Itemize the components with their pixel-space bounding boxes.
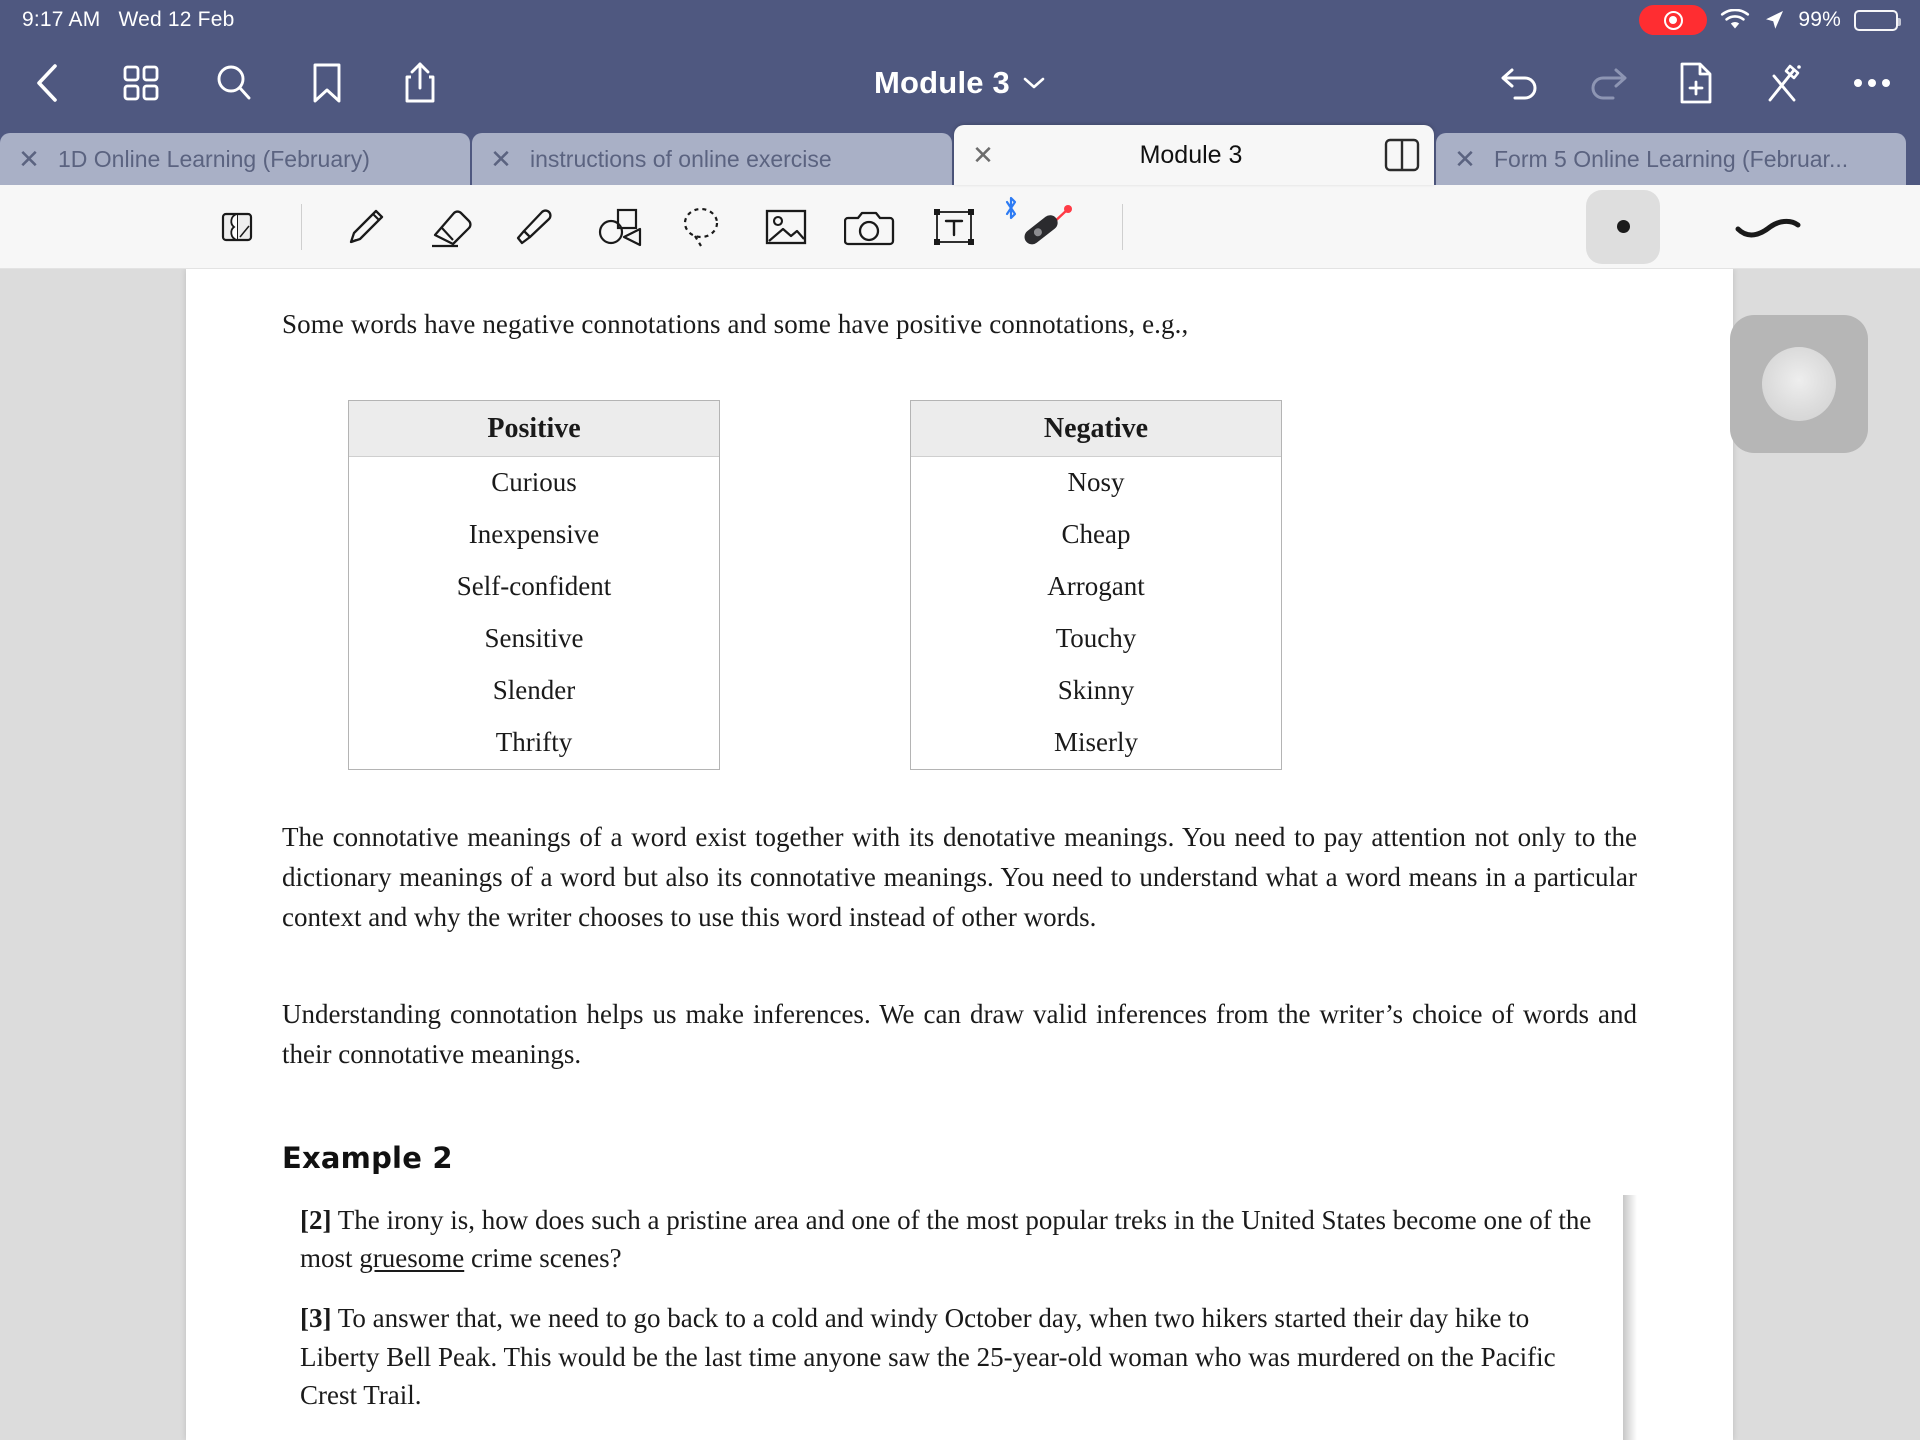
- quote-paragraph-3: [300, 1299, 1603, 1414]
- lead-paragraph: Some words have negative connotations and some have positive connotations, e.g.,: [282, 309, 1189, 339]
- bluetooth-icon: [1002, 195, 1020, 221]
- status-bar-right: [1639, 5, 1898, 35]
- split-view-icon[interactable]: [1370, 138, 1434, 172]
- body-paragraph-1: The connotative meanings of a word exist together with its denotative meanings. You need to pay attention not only to the dictionary meanings of a word but also its connotative meanings. You need to understand what a word means in a particular context and why the writer chooses to use this word instead of other words.: [282, 822, 1637, 932]
- floating-assistive-touch[interactable]: [1730, 315, 1868, 453]
- tab-1d-online-learning[interactable]: [0, 133, 470, 185]
- table-row: Self-confident: [456, 571, 612, 602]
- quote-text-after: crime scenes?: [464, 1242, 622, 1273]
- toolbar-right-group: [1496, 59, 1896, 107]
- pdf-page-content: [186, 269, 1733, 1414]
- more-button[interactable]: [1848, 59, 1896, 107]
- back-button[interactable]: [24, 59, 72, 107]
- table-row: Sensitive: [484, 623, 584, 654]
- shapes-icon[interactable]: [576, 185, 660, 269]
- assistive-touch-inner-circle: [1762, 347, 1836, 421]
- quote-text-before: The irony is, how does such a pristine area and one of the most popular treks in the United States become one of the most: [300, 1204, 1592, 1273]
- table-row: Skinny: [1057, 675, 1135, 706]
- table-header: Positive: [349, 401, 719, 457]
- tab-label: 1D Online Learning (February): [58, 145, 370, 172]
- page-flip-icon[interactable]: [195, 185, 279, 269]
- table-header: Negative: [911, 401, 1281, 457]
- bookmark-button[interactable]: [303, 59, 351, 107]
- connotation-tables: [348, 400, 1637, 770]
- clear-annotations-button[interactable]: [1760, 59, 1808, 107]
- stroke-size-swatch[interactable]: [1586, 190, 1660, 264]
- share-button[interactable]: [396, 59, 444, 107]
- table-row: Nosy: [1067, 467, 1125, 498]
- battery-icon: [1854, 10, 1898, 31]
- toolbar-left-group: [24, 59, 444, 107]
- tab-form-5-online-learning[interactable]: [1436, 133, 1906, 185]
- camera-icon[interactable]: [828, 185, 912, 269]
- table-row: Thrifty: [495, 727, 573, 758]
- status-bar-left: [22, 8, 234, 32]
- pencil-icon[interactable]: [324, 185, 408, 269]
- image-icon[interactable]: [744, 185, 828, 269]
- body-paragraph-2: Understanding connotation helps us make inferences. We can draw valid inferences from the writer’s choice of words and their connotative meanings.: [282, 999, 1637, 1069]
- paragraph-number: [2]: [300, 1204, 332, 1235]
- document-tab-strip: [0, 125, 1920, 185]
- close-icon[interactable]: ✕: [972, 140, 994, 170]
- highlighter-icon[interactable]: [492, 185, 576, 269]
- search-button[interactable]: [210, 59, 258, 107]
- page-title[interactable]: Module 3: [874, 64, 1010, 100]
- chevron-down-icon[interactable]: [1022, 75, 1046, 91]
- paragraph-number: [3]: [300, 1303, 332, 1334]
- tab-instructions-of-online-exercise[interactable]: [472, 133, 952, 185]
- status-bar-date: Wed 12 Feb: [118, 8, 235, 31]
- tab-module-3[interactable]: [954, 125, 1434, 185]
- add-page-button[interactable]: [1672, 59, 1720, 107]
- stroke-preview[interactable]: [1726, 185, 1810, 269]
- status-bar-time: 9:17 AM: [22, 8, 101, 31]
- tab-label: instructions of online exercise: [530, 145, 832, 172]
- close-icon[interactable]: ✕: [1454, 144, 1476, 174]
- close-icon[interactable]: ✕: [18, 144, 40, 174]
- table-row: Curious: [491, 467, 577, 498]
- palette-divider: [301, 204, 302, 250]
- palette-divider: [1122, 204, 1123, 250]
- stylus-icon[interactable]: [996, 185, 1096, 269]
- redo-button[interactable]: [1584, 59, 1632, 107]
- battery-percent-label: 99%: [1798, 8, 1841, 31]
- status-bar: [0, 0, 1920, 40]
- example-heading: Example 2: [282, 1140, 453, 1175]
- quote-paragraph-2: [300, 1201, 1603, 1278]
- table-row: Miserly: [1054, 727, 1138, 758]
- table-row: Inexpensive: [468, 519, 600, 550]
- table-row: Arrogant: [1047, 571, 1145, 602]
- document-canvas[interactable]: [0, 269, 1920, 1440]
- underlined-word: gruesome: [359, 1242, 465, 1273]
- quote-text-before: To answer that, we need to go back to a cold and windy October day, when two hikers started their day hike to Liberty Bell Peak. This would be the last time anyone saw the 25-year-old woman who was murdered on the Pacific Crest Trail.: [300, 1303, 1556, 1410]
- positive-words-table: [348, 400, 720, 770]
- quoted-passage: [300, 1201, 1637, 1415]
- wifi-icon: [1720, 9, 1750, 32]
- negative-words-table: [910, 400, 1282, 770]
- tab-label: Form 5 Online Learning (Februar...: [1494, 145, 1849, 172]
- pdf-page[interactable]: [186, 269, 1733, 1440]
- screen-recording-icon[interactable]: [1639, 5, 1707, 35]
- tab-label: Module 3: [1139, 140, 1243, 169]
- table-row: Cheap: [1061, 519, 1131, 550]
- location-arrow-icon: [1763, 9, 1785, 31]
- text-box-icon[interactable]: [912, 185, 996, 269]
- lasso-icon[interactable]: [660, 185, 744, 269]
- eraser-icon[interactable]: [408, 185, 492, 269]
- app-toolbar: [0, 40, 1920, 125]
- table-row: Slender: [492, 675, 576, 706]
- annotation-tool-palette: [0, 185, 1920, 269]
- thumbnails-button[interactable]: [117, 59, 165, 107]
- table-row: Touchy: [1055, 623, 1137, 654]
- stroke-size-dot: [1617, 220, 1630, 233]
- undo-button[interactable]: [1496, 59, 1544, 107]
- close-icon[interactable]: ✕: [490, 144, 512, 174]
